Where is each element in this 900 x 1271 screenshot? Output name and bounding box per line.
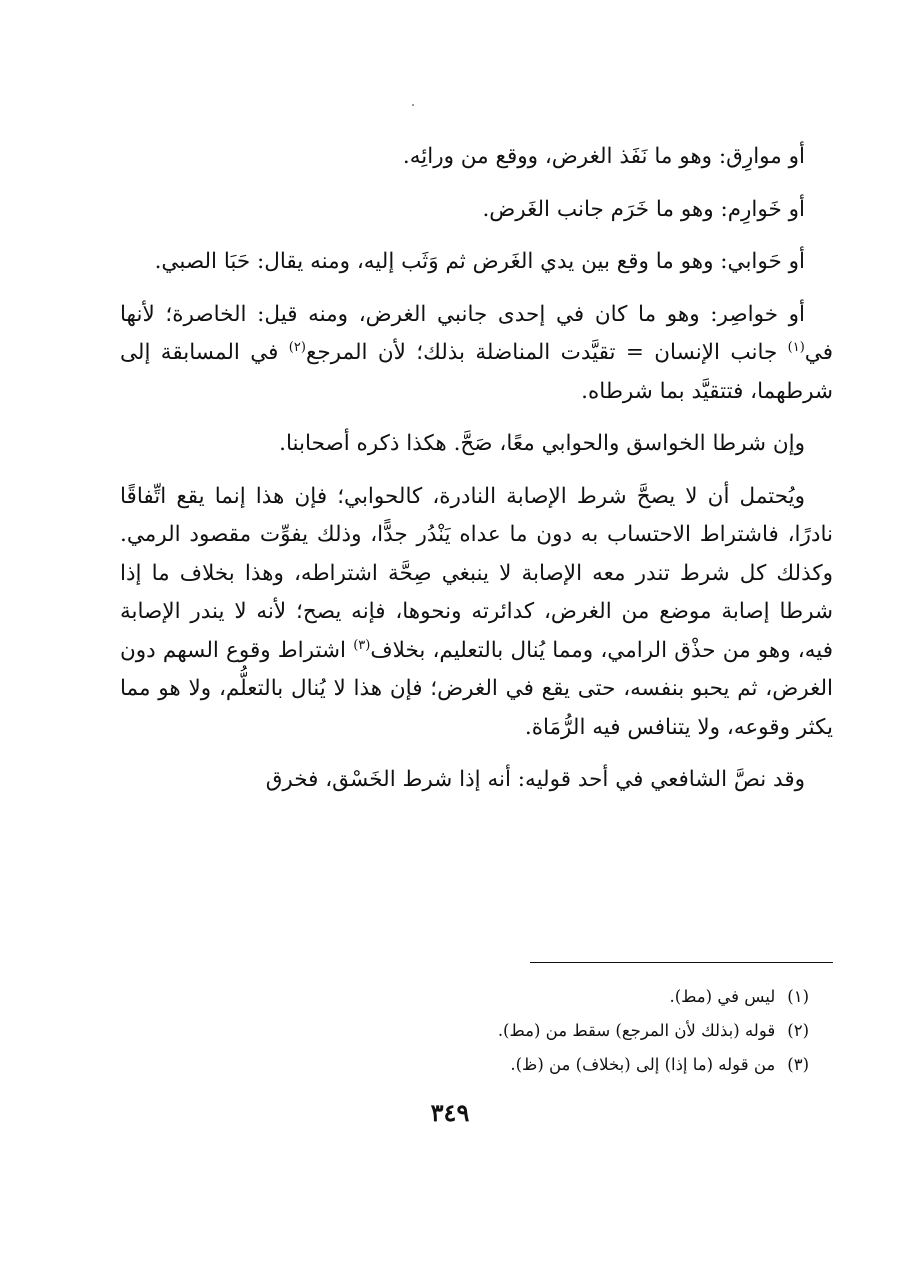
footnote-ref-1[interactable]: (١) (787, 339, 805, 355)
text-segment: ويُحتمل أن لا يصحَّ شرط الإصابة النادرة، كالحوابي؛ فإن هذا إنما يقع اتِّفاقًا نادرًا، فاشتراط الاحتساب به دون ما عداه يَنْدُر جدًّا، وذلك يفوِّت مقصود الرمي. وكذلك كل شرط تندر معه الإصابة لا ينبغي صِحَّة اشتراطه، وهذا بخلاف ما إذا شرطا إصابة موضع من الغرض، كدائرته ونحوها، فإنه يصح؛ لأنه لا يندر الإصابة فيه، وهو من حذْق الرامي، ومما يُنال بالتعليم، بخلاف (120, 483, 833, 663)
text-segment: جانب الإنسان = تقيَّدت المناضلة بذلك؛ لأن المرجع (305, 340, 788, 365)
paragraph-khawasiq: وإن شرطا الخواسق والحوابي معًا، صَحَّ. هكذا ذكره أصحابنا. (279, 431, 805, 456)
footnote-text: ليس في (مط). (669, 987, 776, 1006)
paragraph-khawarim: أو خَوارِم: وهو ما خَرَم جانب الغَرض. (482, 196, 805, 222)
page-number: ٣٤٩ (430, 1098, 470, 1127)
paragraph-yuhtamal (120, 478, 833, 748)
text-segment: أو خواصِر: وهو ما كان في إحدى جانبي الغرض، ومنه قيل: الخاصرة؛ لأنها في (120, 301, 833, 365)
footnote-number: (٣) (787, 1055, 809, 1074)
text-segment: في المسابقة إلى شرطهما، فتتقيَّد بما شرطاه. (120, 340, 833, 404)
paragraph-hawabi: أو حَوابي: وهو ما وقع بين يدي الغَرض ثم وَثَب إليه، ومنه يقال: حَبَا الصبي. (154, 249, 805, 274)
paragraph-mawariq: أو موارِق: وهو ما نَفَذ الغرض، ووقع من ورائِه. (402, 144, 805, 169)
footnote-ref-3[interactable]: (٣) (353, 637, 371, 653)
footnote-separator (530, 962, 833, 963)
footnote-1 (120, 980, 833, 1014)
footnote-number: (١) (787, 987, 809, 1006)
text-segment: اشتراط وقوع السهم دون الغرض، ثم يحبو بنفسه، حتى يقع في الغرض؛ فإن هذا لا يُنال بالتعلُّم، ولا هو مما يكثر وقوعه، ولا يتنافس فيه الرُّمَاة. (120, 637, 834, 740)
footnote-text: قوله (بذلك لأن المرجع) سقط من (مط). (497, 1021, 776, 1040)
footnote-3 (120, 1048, 833, 1082)
footnotes (120, 980, 833, 1082)
footnote-text: من قوله (ما إذا) إلى (بخلاف) من (ظ). (510, 1055, 776, 1074)
paragraph-shafii: وقد نصَّ الشافعي في أحد قوليه: أنه إذا شرط الخَسْق، فخرق (265, 767, 805, 792)
footnote-2 (120, 1014, 833, 1048)
footnote-ref-2[interactable]: (٢) (288, 339, 306, 355)
main-text (120, 138, 833, 814)
footnote-number: (٢) (787, 1021, 809, 1040)
ink-speck (412, 104, 414, 106)
paragraph-khawasir (120, 296, 833, 412)
